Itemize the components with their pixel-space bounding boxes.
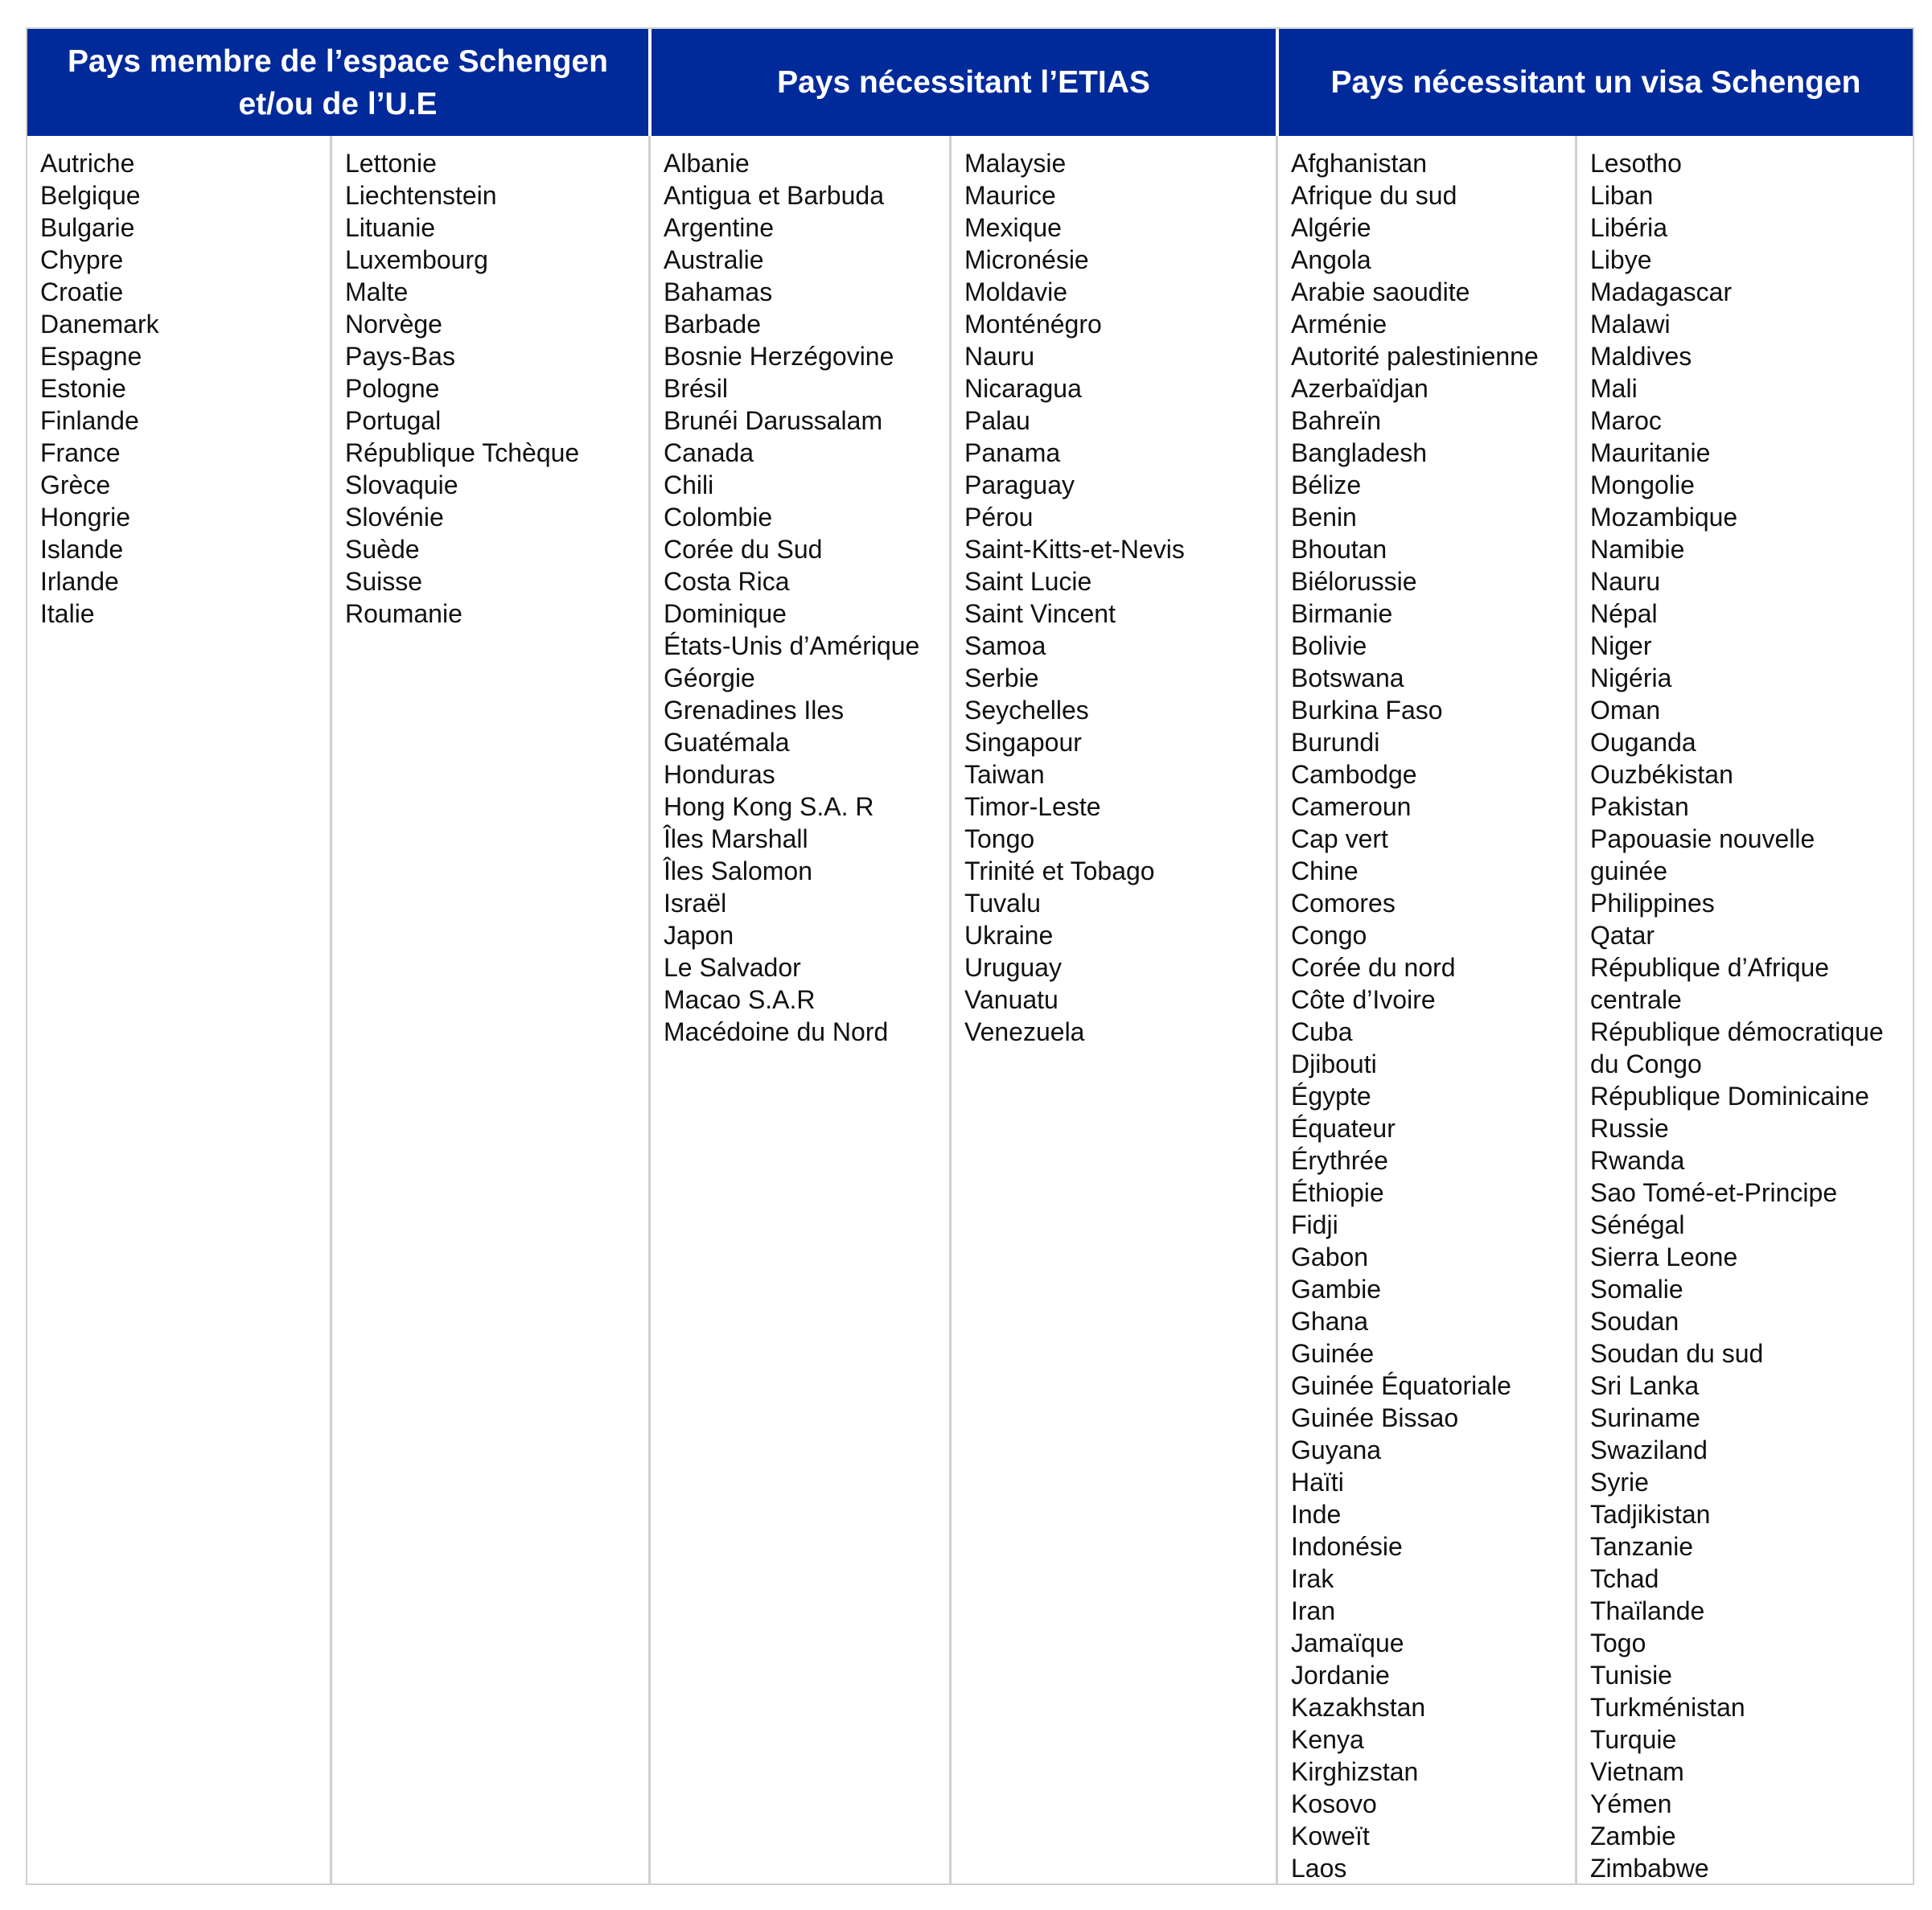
country-item: Tadjikistan (1590, 1500, 1711, 1529)
country-item: Turquie (1590, 1725, 1677, 1754)
country-item: Jordanie (1291, 1661, 1390, 1690)
country-item: Pays-Bas (345, 342, 455, 371)
country-item: Estonie (40, 374, 126, 403)
country-item: Maldives (1590, 342, 1692, 371)
country-item: Vietnam (1590, 1757, 1684, 1786)
country-item: Iran (1291, 1596, 1336, 1625)
country-item: Macao S.A.R (664, 985, 816, 1014)
country-item: Îles Salomon (664, 856, 812, 885)
country-item: Burundi (1291, 728, 1380, 757)
country-item: Philippines (1590, 889, 1715, 918)
country-item: Laos (1291, 1854, 1347, 1883)
header-schengen-eu: Pays membre de l’espace Schengen et/ou de l’U.E (27, 29, 648, 136)
country-item: Azerbaïdjan (1291, 374, 1428, 403)
country-item: Soudan du sud (1590, 1339, 1764, 1368)
country-item: France (40, 438, 121, 467)
country-item: Costa Rica (664, 567, 790, 596)
country-item: Lituanie (345, 213, 436, 242)
country-item: Corée du nord (1291, 953, 1456, 982)
country-item: Colombie (664, 503, 773, 532)
country-item: Antigua et Barbuda (664, 181, 884, 210)
country-item: Taiwan (964, 760, 1045, 789)
country-item: Inde (1291, 1500, 1342, 1529)
country-item: Seychelles (964, 696, 1089, 725)
country-item: Suriname (1590, 1403, 1700, 1432)
country-item: Congo (1291, 921, 1367, 950)
country-item: Grèce (40, 470, 111, 499)
country-item: Biélorussie (1291, 567, 1417, 596)
country-item: Micronésie (964, 245, 1089, 274)
country-item: Islande (40, 535, 124, 564)
country-item: Rwanda (1590, 1146, 1685, 1175)
country-list (664, 147, 949, 1048)
country-item: Portugal (345, 406, 442, 435)
country-item: Slovaquie (345, 470, 458, 499)
country-item: Dominique (664, 599, 787, 628)
country-item: Japon (664, 921, 734, 950)
country-item: Mexique (964, 213, 1062, 242)
country-item: Brésil (664, 374, 729, 403)
country-item: Sao Tomé-et-Principe (1590, 1178, 1838, 1207)
country-item: Irlande (40, 567, 119, 596)
country-item: Uruguay (964, 953, 1062, 982)
country-item: République démocratique (1590, 1017, 1884, 1046)
table-header-row (27, 29, 1913, 136)
country-item: Tanzanie (1590, 1532, 1694, 1561)
country-item: Trinité et Tobago (964, 856, 1155, 885)
country-item: Libéria (1590, 213, 1668, 242)
header-etias: Pays nécessitant l’ETIAS (648, 29, 1276, 136)
country-item: Guinée (1291, 1339, 1375, 1368)
country-item: Afghanistan (1291, 149, 1428, 178)
country-item: Saint Lucie (964, 567, 1092, 596)
country-item: Chili (664, 470, 714, 499)
country-item: Éthiopie (1291, 1178, 1384, 1207)
country-item: Togo (1590, 1629, 1646, 1657)
country-item: Serbie (964, 663, 1039, 692)
country-item: Swaziland (1590, 1436, 1708, 1464)
country-item: Pérou (964, 503, 1034, 532)
country-item: Bulgarie (40, 213, 135, 242)
country-item: Cap vert (1291, 824, 1388, 853)
country-item: Tchad (1590, 1564, 1659, 1593)
country-item: Tuvalu (964, 889, 1041, 918)
country-item: Guinée Équatoriale (1291, 1371, 1511, 1400)
country-item: Tongo (964, 824, 1035, 853)
country-item: Lettonie (345, 149, 437, 178)
country-item: Palau (964, 406, 1030, 435)
etias-column-2 (949, 136, 1276, 1883)
country-item: Comores (1291, 889, 1396, 918)
country-item: Moldavie (964, 277, 1068, 306)
country-item: Îles Marshall (664, 824, 808, 853)
country-item: Oman (1590, 696, 1661, 725)
country-item: Madagascar (1590, 277, 1733, 306)
country-item: Pologne (345, 374, 440, 403)
country-item: Bahreïn (1291, 406, 1382, 435)
country-item: Macédoine du Nord (664, 1017, 889, 1046)
country-item: Jamaïque (1291, 1629, 1404, 1657)
country-item: Guyana (1291, 1436, 1382, 1464)
country-item: Kazakhstan (1291, 1693, 1426, 1722)
country-item: Cuba (1291, 1017, 1353, 1046)
country-item: Zambie (1590, 1822, 1676, 1850)
country-item: Timor-Leste (964, 792, 1101, 821)
country-item: Australie (664, 245, 764, 274)
country-item: Bolivie (1291, 631, 1367, 660)
country-item: Albanie (664, 149, 750, 178)
country-item: Mongolie (1590, 470, 1695, 499)
country-item: Finlande (40, 406, 139, 435)
schengen-column-2 (330, 136, 648, 1883)
country-item: Venezuela (964, 1017, 1085, 1046)
country-item: Gabon (1291, 1243, 1369, 1271)
country-item: Gambie (1291, 1275, 1382, 1304)
country-item: Canada (664, 438, 754, 467)
country-item: Haïti (1291, 1468, 1344, 1497)
country-item: Nicaragua (964, 374, 1082, 403)
country-item: Botswana (1291, 663, 1404, 692)
country-item: Guatémala (664, 728, 790, 757)
country-item: Suisse (345, 567, 423, 596)
country-item: Géorgie (664, 663, 755, 692)
country-item: Kenya (1291, 1725, 1364, 1754)
country-item: Honduras (664, 760, 775, 789)
country-list (40, 147, 330, 630)
country-item: Barbade (664, 310, 761, 339)
countries-table (26, 27, 1914, 1885)
country-item: Nauru (964, 342, 1035, 371)
schengen-column-1 (27, 136, 330, 1883)
country-list (345, 147, 648, 630)
visa-column-1 (1276, 136, 1575, 1883)
country-item: République Dominicaine (1590, 1082, 1869, 1111)
country-item: Belgique (40, 181, 141, 210)
country-item: Maurice (964, 181, 1056, 210)
visa-column-2 (1575, 136, 1913, 1883)
country-item: Mozambique (1590, 503, 1738, 532)
country-item: Thaïlande (1590, 1596, 1705, 1625)
country-item: Niger (1590, 631, 1652, 660)
country-item: Saint Vincent (964, 599, 1116, 628)
country-item: Ouganda (1590, 728, 1696, 757)
country-item: Qatar (1590, 921, 1655, 950)
country-item: Bhoutan (1291, 535, 1387, 564)
country-item: Norvège (345, 310, 442, 339)
country-item: Cambodge (1291, 760, 1417, 789)
etias-column-1 (648, 136, 949, 1883)
country-item: Irak (1291, 1564, 1334, 1593)
country-item: Syrie (1590, 1468, 1649, 1497)
country-item: Israël (664, 889, 727, 918)
country-item: Burkina Faso (1291, 696, 1443, 725)
country-item: Malaysie (964, 149, 1067, 178)
country-item: Italie (40, 599, 95, 628)
country-item: Singapour (964, 728, 1082, 757)
country-item: du Congo (1590, 1049, 1702, 1078)
country-item: Birmanie (1291, 599, 1393, 628)
country-item: Slovénie (345, 503, 444, 532)
country-item: Croatie (40, 277, 124, 306)
country-item: Autriche (40, 149, 135, 178)
country-item: Turkménistan (1590, 1693, 1745, 1722)
country-item: Danemark (40, 310, 159, 339)
country-item: Malawi (1590, 310, 1671, 339)
country-item: Angola (1291, 245, 1371, 274)
country-item: Namibie (1590, 535, 1685, 564)
country-item: Lesotho (1590, 149, 1682, 178)
country-item: Équateur (1291, 1114, 1396, 1143)
country-item: Bangladesh (1291, 438, 1428, 467)
country-item: Nauru (1590, 567, 1661, 596)
country-item: Côte d’Ivoire (1291, 985, 1436, 1014)
country-item: Cameroun (1291, 792, 1412, 821)
country-item: Suède (345, 535, 420, 564)
country-item: Koweït (1291, 1822, 1370, 1850)
country-item: Vanuatu (964, 985, 1058, 1014)
table-body-row (27, 136, 1913, 1883)
country-item: Luxembourg (345, 245, 488, 274)
country-item: Guinée Bissao (1291, 1403, 1459, 1432)
country-item: Sierra Leone (1590, 1243, 1738, 1271)
country-item: Zimbabwe (1590, 1854, 1709, 1883)
country-item: Paraguay (964, 470, 1075, 499)
country-item: Hong Kong S.A. R (664, 792, 874, 821)
country-item: Ouzbékistan (1590, 760, 1733, 789)
country-item: Russie (1590, 1114, 1669, 1143)
country-item: Indonésie (1291, 1532, 1403, 1561)
country-item: Maroc (1590, 406, 1662, 435)
country-list (1291, 147, 1575, 1884)
country-item: Soudan (1590, 1307, 1679, 1336)
country-item: Malte (345, 277, 409, 306)
country-item: Égypte (1291, 1082, 1371, 1111)
country-item: Tunisie (1590, 1661, 1672, 1690)
country-item: Autorité palestinienne (1291, 342, 1539, 371)
country-item: Samoa (964, 631, 1046, 660)
country-item: Mali (1590, 374, 1638, 403)
country-item: Népal (1590, 599, 1658, 628)
country-item: Roumanie (345, 599, 462, 628)
country-item: Grenadines Iles (664, 696, 845, 725)
country-item: Brunéi Darussalam (664, 406, 883, 435)
country-item: Kirghizstan (1291, 1757, 1419, 1786)
country-item: Somalie (1590, 1275, 1683, 1304)
country-item: Sénégal (1590, 1210, 1685, 1239)
country-item: Mauritanie (1590, 438, 1711, 467)
country-item: Nigéria (1590, 663, 1672, 692)
country-item: Bélize (1291, 470, 1362, 499)
country-item: Le Salvador (664, 953, 801, 982)
country-item: Espagne (40, 342, 142, 371)
country-item: Ukraine (964, 921, 1054, 950)
country-item: Bahamas (664, 277, 773, 306)
country-item: République d’Afrique (1590, 953, 1830, 982)
country-item: Panama (964, 438, 1061, 467)
country-item: Sri Lanka (1590, 1371, 1700, 1400)
header-visa-schengen: Pays nécessitant un visa Schengen (1276, 29, 1913, 136)
country-item: Argentine (664, 213, 774, 242)
country-list (964, 147, 1276, 1048)
country-item: Bosnie Herzégovine (664, 342, 894, 371)
country-item: Liechtenstein (345, 181, 497, 210)
country-item: guinée (1590, 856, 1668, 885)
country-item: République Tchèque (345, 438, 580, 467)
country-item: Saint-Kitts-et-Nevis (964, 535, 1185, 564)
country-item: Afrique du sud (1291, 181, 1457, 210)
country-list (1590, 147, 1913, 1884)
country-item: Corée du Sud (664, 535, 823, 564)
country-item: Ghana (1291, 1307, 1369, 1336)
country-item: États-Unis d’Amérique (664, 631, 920, 660)
country-item: Érythrée (1291, 1146, 1388, 1175)
country-item: Arménie (1291, 310, 1387, 339)
country-item: Algérie (1291, 213, 1371, 242)
country-item: Chine (1291, 856, 1359, 885)
country-item: Libye (1590, 245, 1652, 274)
country-item: Djibouti (1291, 1049, 1377, 1078)
country-item: Arabie saoudite (1291, 277, 1470, 306)
country-item: Fidji (1291, 1210, 1338, 1239)
country-item: Pakistan (1590, 792, 1689, 821)
country-item: Liban (1590, 181, 1654, 210)
country-item: Kosovo (1291, 1789, 1377, 1818)
country-item: Papouasie nouvelle (1590, 824, 1815, 853)
country-item: Monténégro (964, 310, 1102, 339)
country-item: Yémen (1590, 1789, 1672, 1818)
country-item: Chypre (40, 245, 124, 274)
country-item: Hongrie (40, 503, 131, 532)
country-item: Benin (1291, 503, 1357, 532)
country-item: centrale (1590, 985, 1682, 1014)
